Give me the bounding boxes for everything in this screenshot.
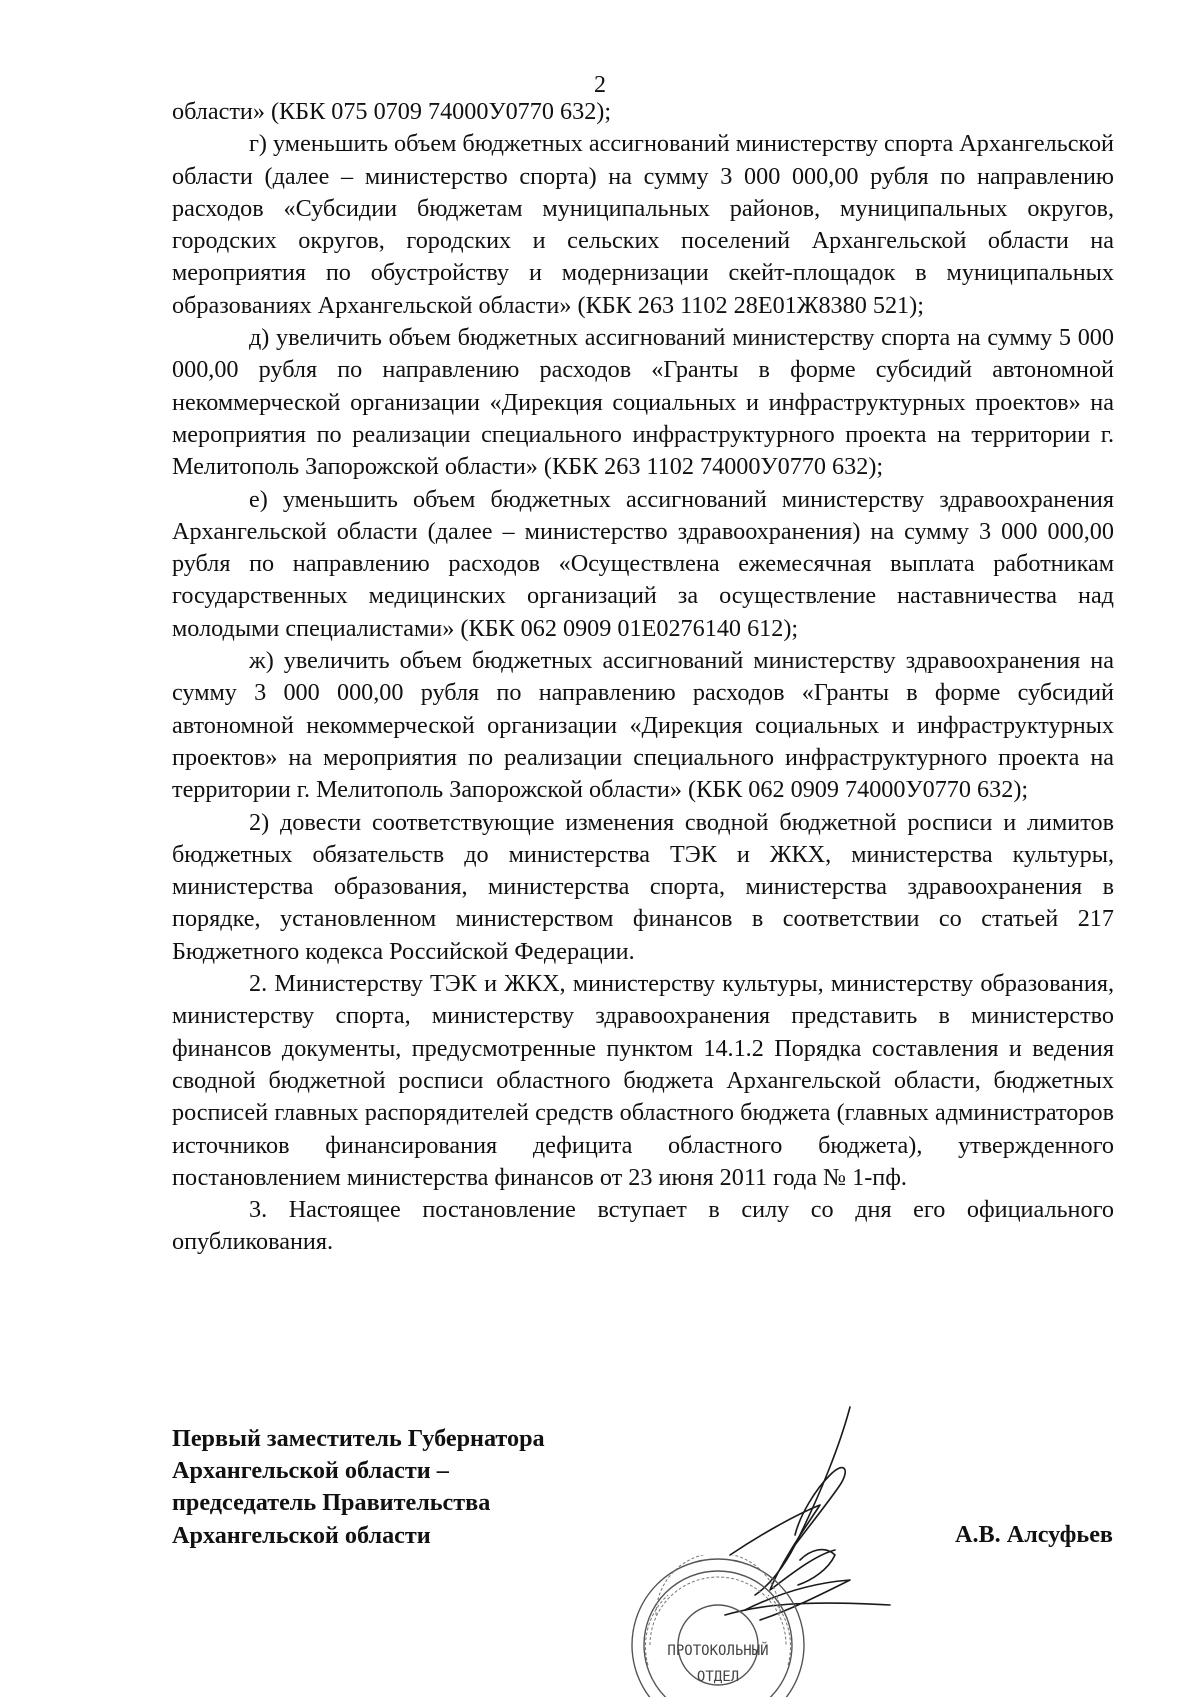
paragraph-item-g: г) уменьшить объем бюджетных ассигнований министерству спорта Архангельской области (далее – министерство спорта) на сумму 3 000 000,00 рубля по направлению расходов «Субсидии бюджетам муниципальных районов, муниципальных округов, городских округов, городских и сельских поселений Архангельской области на мероприятия по обустройству и модернизации скейт-площадок в муниципальных образованиях Архангельской области» (КБК 263 1102 28Е01Ж8380 521);: [172, 130, 1114, 319]
body-text: [172, 96, 1114, 1259]
paragraph-continuation: области» (КБК 075 0709 74000У0770 632);: [172, 98, 612, 125]
paragraph-clause-3: 3. Настоящее постановление вступает в силу со дня его официального опубликования.: [172, 1196, 1114, 1256]
signatory-title-line: Первый заместитель Губернатора: [172, 1425, 545, 1452]
stamp-line-1: ПРОТОКОЛЬНЫЙ: [667, 1643, 769, 1659]
signatory-title: [172, 1423, 545, 1552]
paragraph-item-e: е) уменьшить объем бюджетных ассигнований министерству здравоохранения Архангельской области (далее – министерство здравоохранения) на сумму 3 000 000,00 рубля по направлению расходов «Осуществлена ежемесячная выплата работникам государственных медицинских организаций за осуществление наставничества над молодыми специалистами» (КБК 062 0909 01Е0276140 612);: [172, 485, 1114, 642]
paragraph-item-d: д) увеличить объем бюджетных ассигнований министерству спорта на сумму 5 000 000,00 рубля по направлению расходов «Гранты в форме субсидий автономной некоммерческой организации «Дирекция социальных и инфраструктурных проектов» на мероприятия по реализации специального инфраструктурного проекта на территории г. Мелитополь Запорожской области» (КБК 263 1102 74000У0770 632);: [172, 324, 1114, 481]
signatory-title-line: Архангельской области –: [172, 1457, 449, 1485]
signatory-title-line: председатель Правительства: [172, 1489, 491, 1517]
paragraph-item-zh: ж) увеличить объем бюджетных ассигнований министерству здравоохранения на сумму 3 000 000,00 рубля по направлению расходов «Гранты в форме субсидий автономной некоммерческой организации «Дирекция социальных и инфраструктурных проектов» на мероприятия по реализации специального инфраструктурного проекта на территории г. Мелитополь Запорожской области» (КБК 062 0909 74000У0770 632);: [172, 647, 1114, 804]
signatory-name: А.В. Алсуфьев: [954, 1521, 1113, 1548]
page-number: 2: [594, 72, 606, 98]
paragraph-clause-2: 2. Министерству ТЭК и ЖКХ, министерству культуры, министерству образования, министерству спорта, министерству здравоохранения представить в министерство финансов документы, предусмотренные пунктом 14.1.2 Порядка составления и ведения сводной бюджетной росписи областного бюджета Архангельской области, бюджетных росписей главных распорядителей средств областного бюджета (главных администраторов источников финансирования дефицита областного бюджета), утвержденного постановлением министерства финансов от 23 июня 2011 года № 1-пф.: [172, 970, 1114, 1191]
stamp-line-2: ОТДЕЛ: [696, 1669, 740, 1685]
signatory-title-line: Архангельской области: [172, 1521, 431, 1549]
official-stamp: [628, 1555, 808, 1697]
paragraph-subitem-2: 2) довести соответствующие изменения сводной бюджетной росписи и лимитов бюджетных обязательств до министерства ТЭК и ЖКХ, министерства культуры, министерства образования, министерства спорта, министерства здравоохранения в порядке, установленном министерством финансов в соответствии со статьей 217 Бюджетного кодекса Российской Федерации.: [172, 808, 1114, 965]
